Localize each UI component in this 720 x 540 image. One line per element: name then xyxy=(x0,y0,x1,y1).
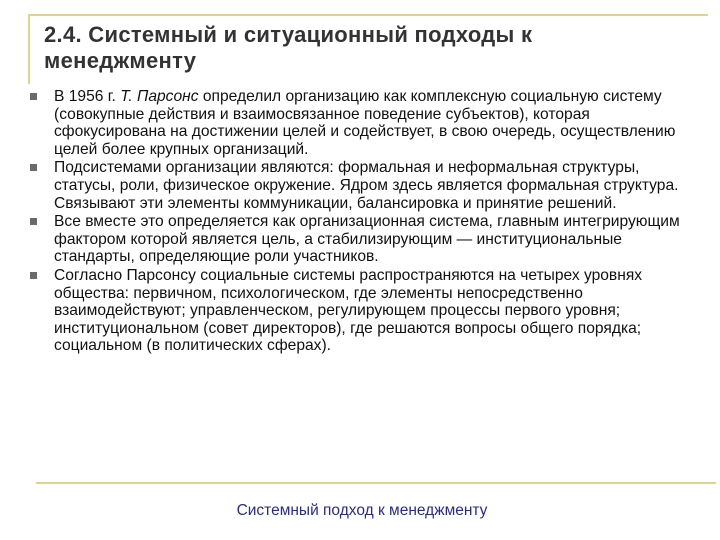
bullet-text-prefix: В 1956 г. xyxy=(54,88,121,105)
left-accent-rule xyxy=(28,14,30,84)
footer-caption: Системный подход к менеджменту xyxy=(236,502,488,519)
square-bullet-icon xyxy=(30,272,37,279)
square-bullet-icon xyxy=(30,93,37,100)
square-bullet-icon xyxy=(30,164,37,171)
bottom-rule xyxy=(36,482,716,484)
bullet-text: Все вместе это определяется как организационная система, главным интегрирующим фактором которой является цель, а стабилизирующим — институциональные стандарты, определяющие роли участников. xyxy=(54,213,680,266)
square-bullet-icon xyxy=(30,218,37,225)
top-rule xyxy=(28,14,708,16)
bullet-item-3 xyxy=(30,213,702,266)
bullet-list xyxy=(30,88,702,356)
bullet-text: Подсистемами организации являются: формальная и неформальная структуры, статусы, роли, физическое окружение. Ядром здесь является формальная структура. Связывают эти элементы коммуникации, балансировка и принятие решений. xyxy=(54,159,679,212)
bullet-text-author: Т. Парсонс xyxy=(120,88,199,105)
bullet-item-4 xyxy=(30,267,702,355)
bullet-text: Согласно Парсонсу социальные системы распространяются на четырех уровнях общества: первичном, психологическом, где элементы непосредственно взаимодействуют; управленческом, регулирующем процессы первого уровня; институциональном (совет директоров), где решаются вопросы общего порядка; социальном (в политических сферах). xyxy=(54,266,643,355)
bullet-text-rest: определил организацию как комплексную социальную систему (совокупные действия и взаимосвязанное поведение субъектов), которая сфокусирована на достижении целей и содействует, в свою очередь, осуществлению целей более крупных организаций. xyxy=(54,88,676,158)
slide-title: 2.4. Системный и ситуационный подходы к менеджменту xyxy=(44,22,533,73)
bullet-item-2 xyxy=(30,159,702,212)
bullet-item-1 xyxy=(30,88,702,158)
